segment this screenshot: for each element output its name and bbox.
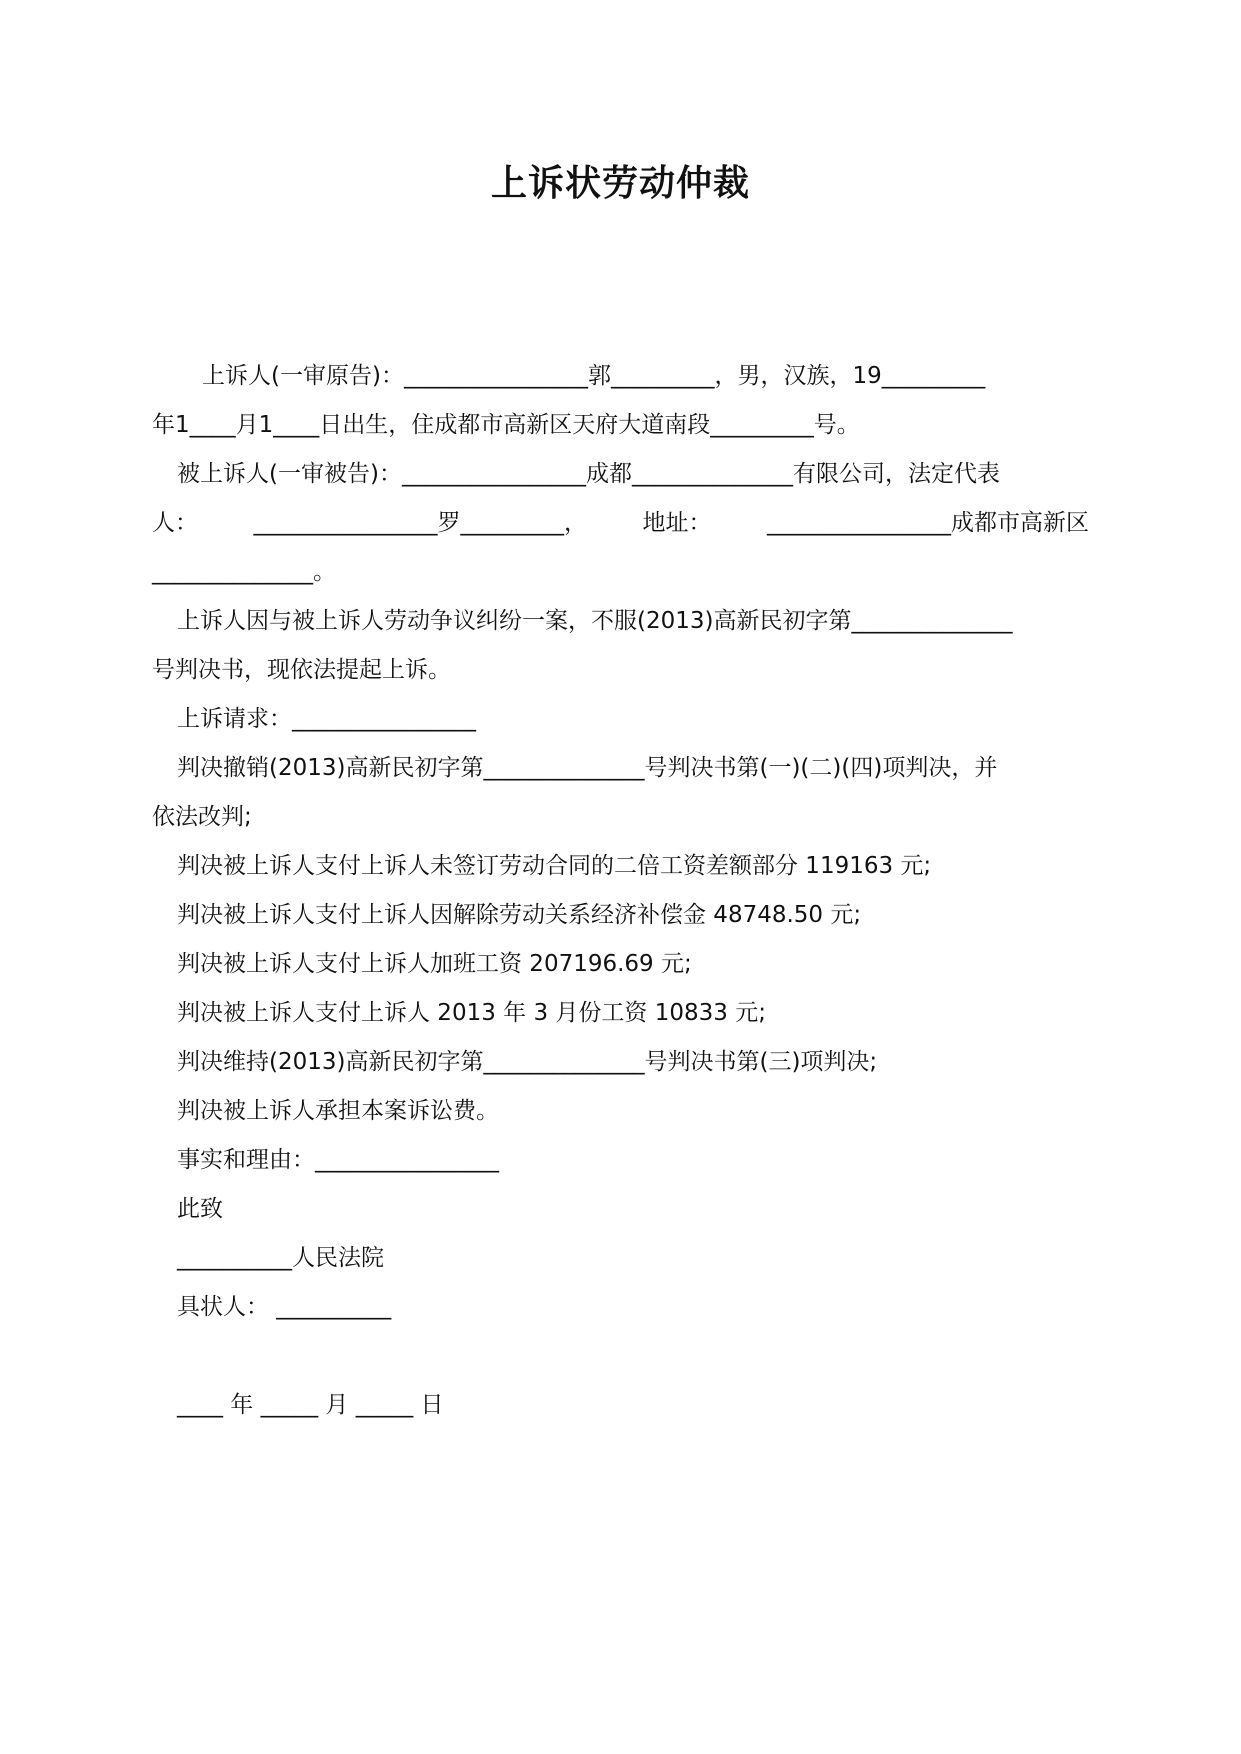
spacer	[152, 1332, 1089, 1381]
request-item: 判决被上诉人支付上诉人加班工资 207196.69 元;	[177, 951, 692, 977]
appellant-line: 上诉人(一审原告)：________________郭_________，男，汉族，19_________	[202, 363, 986, 389]
request-item: 判决被上诉人支付上诉人 2013 年 3 月份工资 10833 元;	[177, 1000, 766, 1026]
appeal-request-heading: 上诉请求：________________	[177, 706, 476, 732]
appellant-line-cont: 年1____月1____日出生，住成都市高新区天府大道南段_________号。	[152, 412, 860, 438]
document-body	[152, 352, 1089, 1430]
case-statement-cont: 号判决书，现依法提起上诉。	[152, 657, 451, 683]
facts-and-reasons-heading: 事实和理由：________________	[177, 1147, 499, 1173]
request-item: 判决撤销(2013)高新民初字第______________号判决书第(一)(二)(四)项判决，并	[177, 755, 998, 781]
address-value: ________________成都市高新区	[767, 510, 1089, 536]
request-item: 判决维持(2013)高新民初字第______________号判决书第(三)项判决;	[177, 1049, 878, 1075]
address-line-cont: ______________。	[152, 559, 336, 585]
court-name-line: __________人民法院	[177, 1245, 384, 1271]
request-item: 判决被上诉人支付上诉人未签订劳动合同的二倍工资差额部分 119163 元;	[177, 853, 932, 879]
request-item: 判决被上诉人承担本案诉讼费。	[177, 1098, 499, 1124]
representative-label: 人：	[152, 510, 198, 536]
request-item: 判决被上诉人支付上诉人因解除劳动关系经济补偿金 48748.50 元;	[177, 902, 862, 928]
appellee-line: 被上诉人(一审被告)：________________成都______________有限公司，法定代表	[177, 461, 1000, 487]
case-statement: 上诉人因与被上诉人劳动争议纠纷一案，不服(2013)高新民初字第______________	[177, 608, 1013, 634]
request-item-cont: 依法改判;	[152, 804, 252, 830]
petitioner-signature-line: 具状人： __________	[177, 1294, 392, 1320]
appellee-representative-line	[152, 499, 1089, 548]
salutation: 此致	[177, 1196, 223, 1222]
address-label: 地址：	[642, 510, 712, 536]
document-title: 上诉状劳动仲裁	[490, 163, 750, 204]
representative-name: ________________罗_________，	[253, 510, 587, 536]
date-line: ____ 年 _____ 月 _____ 日	[177, 1392, 444, 1418]
